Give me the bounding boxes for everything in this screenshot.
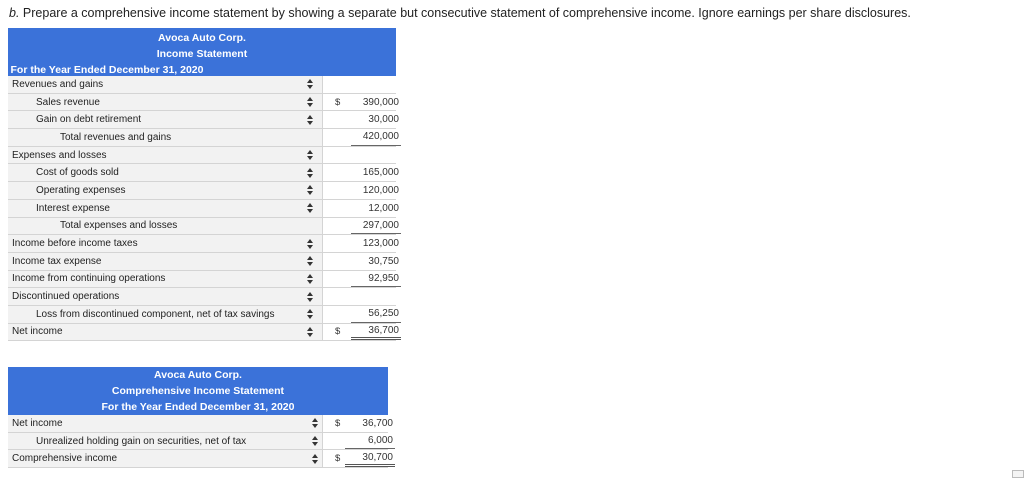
statement-row — [8, 450, 393, 468]
amount-input[interactable]: 123,000 — [362, 238, 399, 250]
statement-row — [8, 129, 399, 147]
currency-symbol: $ — [335, 326, 341, 338]
row-label-select[interactable] — [8, 218, 323, 235]
row-label-text: Income before income taxes — [12, 238, 138, 250]
row-label-text: Interest expense — [36, 202, 110, 214]
updown-arrows-icon[interactable] — [310, 415, 320, 432]
amount-input[interactable]: 420,000 — [351, 129, 401, 146]
row-label-text: Loss from discontinued component, net of tax savings — [36, 308, 275, 320]
currency-symbol: $ — [335, 417, 341, 429]
statement-row — [8, 253, 399, 271]
amount-input[interactable]: 30,700 — [345, 450, 395, 467]
updown-arrows-icon[interactable] — [305, 288, 315, 305]
amount-input[interactable]: 297,000 — [351, 218, 401, 235]
row-label-text: Expenses and losses — [12, 149, 107, 161]
comprehensive-income-table — [8, 367, 393, 468]
instruction-text — [9, 6, 911, 20]
amount-input[interactable]: 165,000 — [362, 167, 399, 179]
statement-row — [8, 433, 393, 451]
part-label: b. — [9, 6, 20, 20]
amount-input[interactable] — [351, 147, 401, 164]
row-label-text: Cost of goods sold — [36, 167, 119, 179]
statement-row — [8, 200, 399, 218]
row-label-select[interactable] — [8, 271, 323, 288]
row-label-text: Operating expenses — [36, 184, 126, 196]
statement-row — [8, 94, 399, 112]
row-label-select[interactable] — [8, 164, 323, 181]
updown-arrows-icon[interactable] — [305, 271, 315, 288]
row-label-select[interactable] — [8, 111, 323, 128]
row-label-text: Net income — [12, 326, 63, 338]
updown-arrows-icon[interactable] — [305, 324, 315, 341]
statement-row — [8, 147, 396, 165]
row-label-select[interactable] — [8, 94, 323, 111]
statement-row — [8, 306, 399, 324]
row-label-text: Sales revenue — [36, 96, 100, 108]
row-label-select[interactable] — [8, 288, 323, 305]
row-label-text: Income from continuing operations — [12, 273, 166, 285]
resize-handle[interactable] — [1012, 470, 1024, 478]
statement-title: Comprehensive Income Statement — [111, 385, 285, 397]
row-label-select[interactable] — [8, 450, 323, 467]
amount-input[interactable]: 36,700 — [351, 324, 401, 341]
updown-arrows-icon[interactable] — [305, 306, 315, 323]
updown-arrows-icon[interactable] — [305, 94, 315, 111]
row-label-select[interactable] — [8, 129, 323, 146]
updown-arrows-icon[interactable] — [310, 433, 320, 450]
updown-arrows-icon[interactable] — [305, 164, 315, 181]
row-label-text: Net income — [12, 417, 63, 429]
statement-row — [8, 111, 399, 129]
comprehensive-statement-rows — [8, 415, 393, 468]
statement-title: Income Statement — [156, 48, 248, 60]
amount-input[interactable]: 30,000 — [368, 114, 399, 126]
income-statement-header — [8, 28, 396, 76]
statement-row — [8, 288, 396, 306]
updown-arrows-icon[interactable] — [305, 253, 315, 270]
amount-input[interactable]: 390,000 — [362, 96, 399, 108]
amount-input[interactable]: 6,000 — [345, 433, 395, 450]
row-label-text: Discontinued operations — [12, 291, 120, 303]
row-label-select[interactable] — [8, 200, 323, 217]
amount-input[interactable]: 36,700 — [362, 417, 393, 429]
statement-row — [8, 218, 399, 236]
row-label-select[interactable] — [8, 415, 323, 432]
amount-input[interactable]: 120,000 — [362, 184, 399, 196]
updown-arrows-icon[interactable] — [305, 111, 315, 128]
row-label-select[interactable] — [8, 235, 323, 252]
amount-input[interactable]: 56,250 — [351, 306, 401, 323]
amount-input[interactable] — [351, 76, 401, 93]
amount-input[interactable]: 30,750 — [368, 255, 399, 267]
comprehensive-statement-header — [8, 367, 388, 415]
company-name: Avoca Auto Corp. — [158, 32, 246, 44]
row-label-text: Unrealized holding gain on securities, net of tax — [36, 435, 247, 447]
amount-input[interactable]: 92,950 — [351, 271, 401, 288]
row-label-select[interactable] — [8, 324, 323, 341]
statement-row — [8, 76, 396, 94]
statement-row — [8, 182, 399, 200]
amount-input[interactable]: 12,000 — [368, 202, 399, 214]
statement-row — [8, 235, 399, 253]
currency-symbol: $ — [335, 96, 341, 108]
row-label-text: Total expenses and losses — [60, 220, 178, 232]
statement-period: For the Year Ended December 31, 2020 — [101, 401, 295, 413]
statement-row — [8, 324, 399, 342]
row-label-text: Income tax expense — [12, 255, 102, 267]
amount-input[interactable] — [351, 288, 401, 305]
updown-arrows-icon[interactable] — [305, 147, 315, 164]
income-statement-table — [8, 28, 399, 341]
updown-arrows-icon[interactable] — [305, 235, 315, 252]
row-label-text: Total revenues and gains — [60, 131, 172, 143]
updown-arrows-icon[interactable] — [305, 200, 315, 217]
row-label-select[interactable] — [8, 433, 323, 450]
statement-row — [8, 164, 399, 182]
currency-symbol: $ — [335, 453, 341, 465]
row-label-select[interactable] — [8, 253, 323, 270]
row-label-select[interactable] — [8, 147, 323, 164]
updown-arrows-icon[interactable] — [305, 182, 315, 199]
row-label-select[interactable] — [8, 182, 323, 199]
income-statement-rows — [8, 76, 399, 341]
row-label-select[interactable] — [8, 76, 323, 93]
instruction-body: Prepare a comprehensive income statement by showing a separate but consecutive statement of comprehensive income. Ignore earnings per share disclosures. — [22, 6, 911, 20]
statement-period: For the Year Ended December 31, 2020 — [10, 64, 204, 76]
statement-row — [8, 415, 393, 433]
row-label-text: Revenues and gains — [12, 78, 104, 90]
company-name: Avoca Auto Corp. — [154, 369, 242, 381]
updown-arrows-icon[interactable] — [310, 450, 320, 467]
statement-row — [8, 271, 399, 289]
row-label-select[interactable] — [8, 306, 323, 323]
updown-arrows-icon[interactable] — [305, 76, 315, 93]
row-label-text: Comprehensive income — [12, 453, 118, 465]
row-label-text: Gain on debt retirement — [36, 114, 142, 126]
